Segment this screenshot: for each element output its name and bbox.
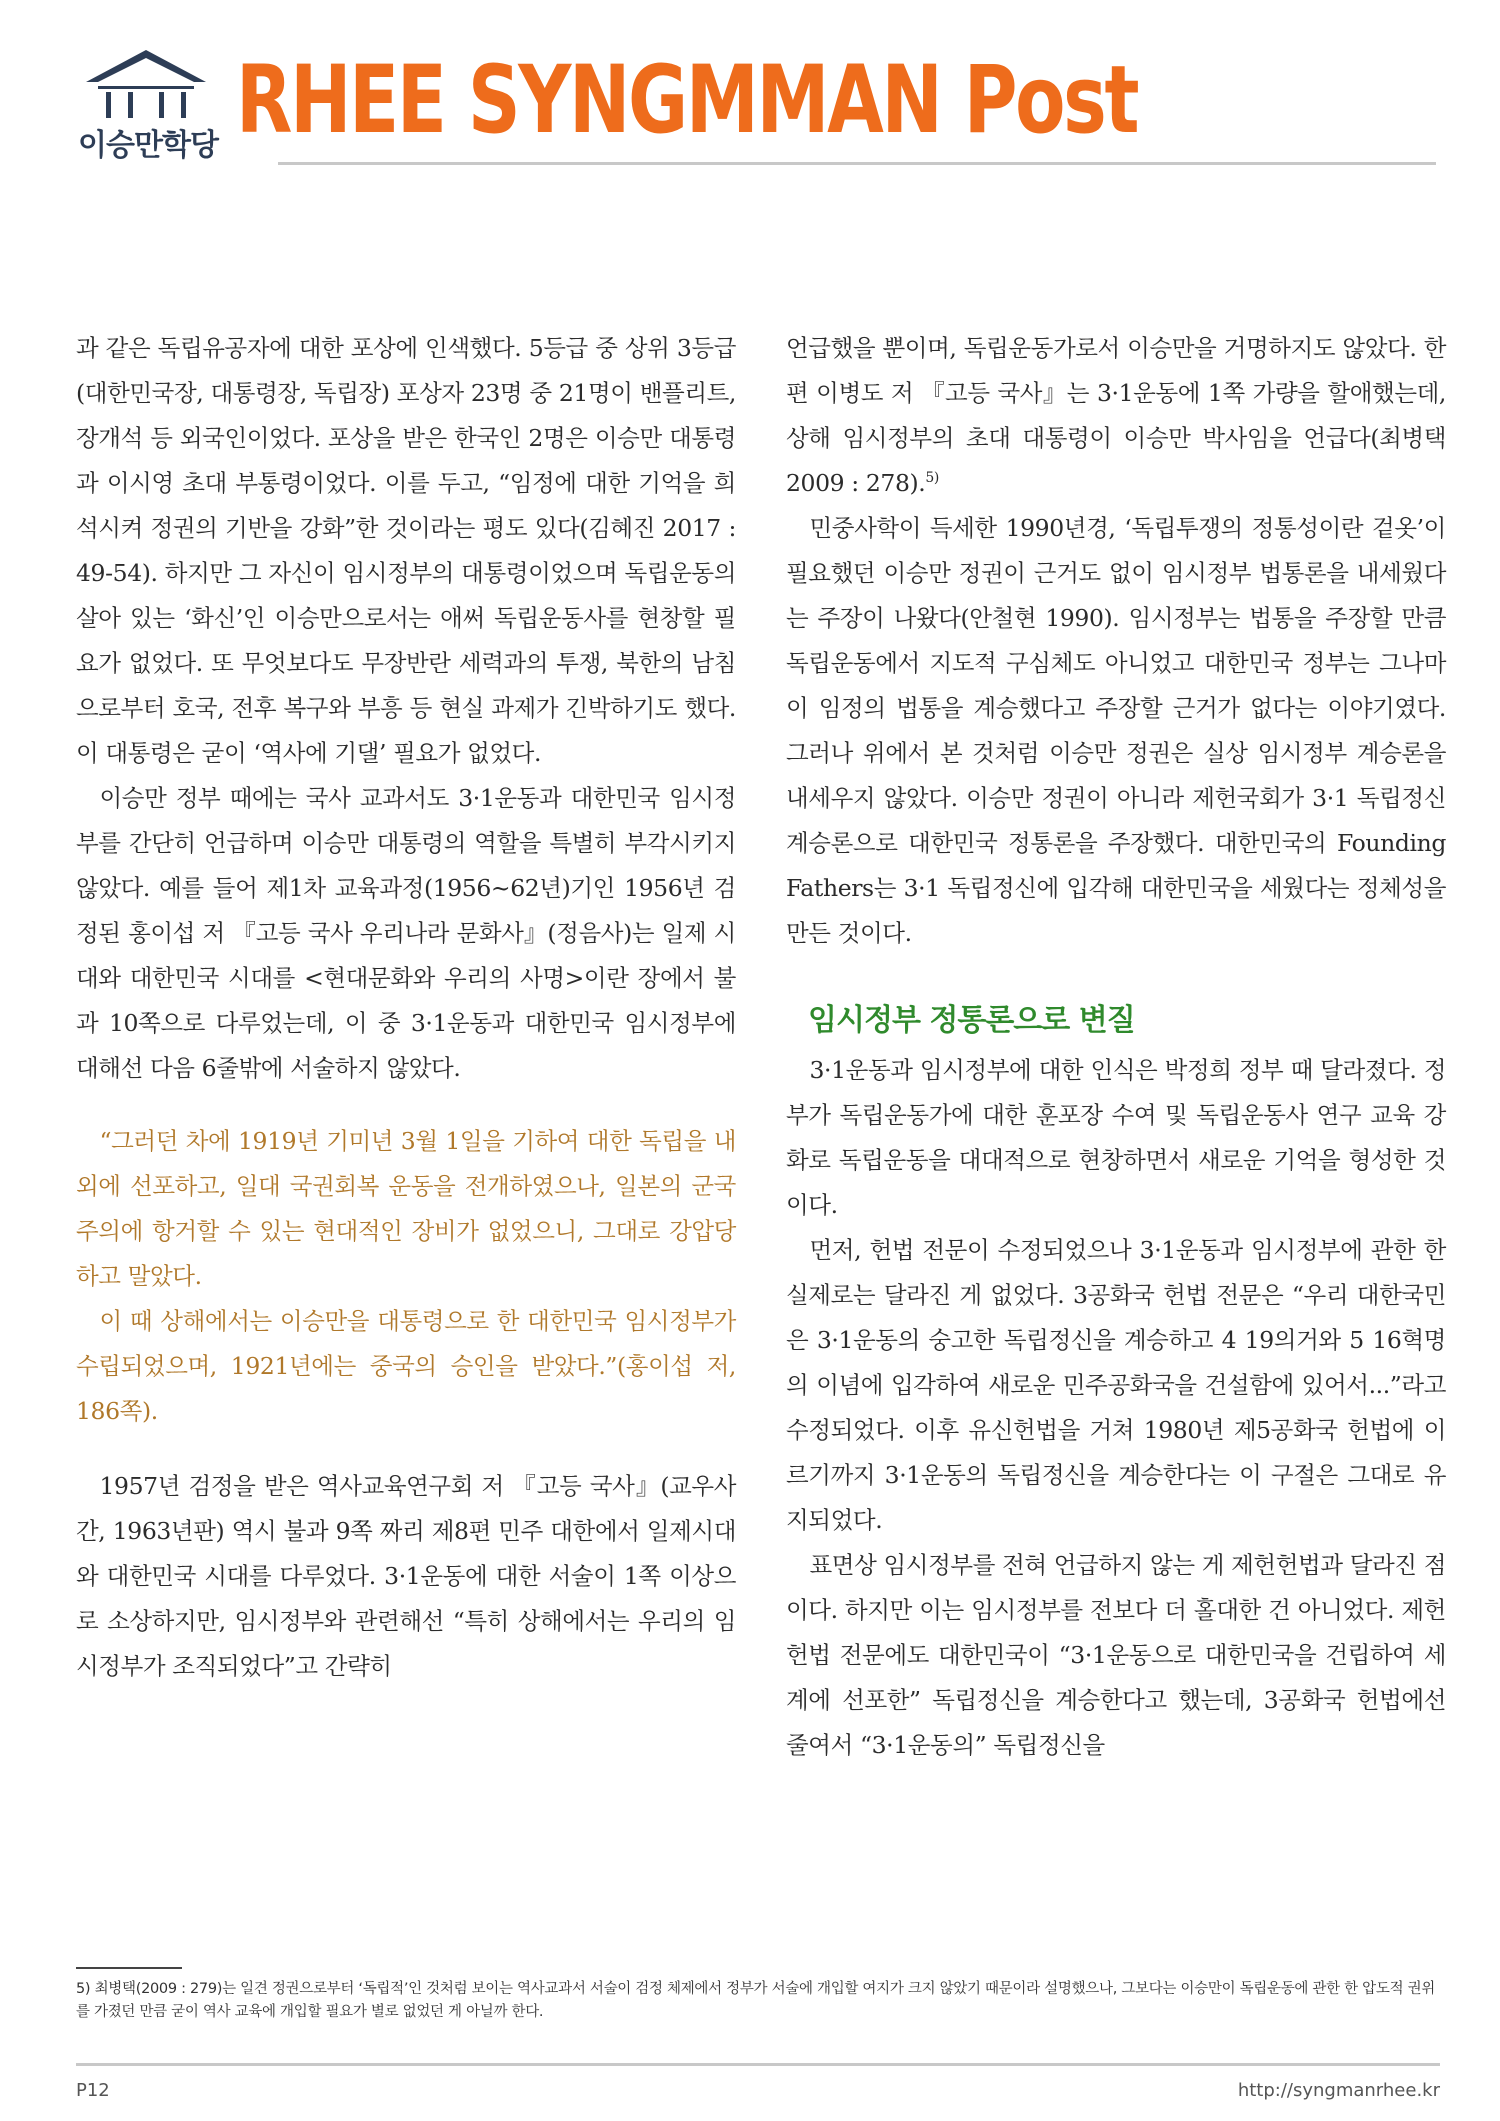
paragraph: 이승만 정부 때에는 국사 교과서도 3·1운동과 대한민국 임시정부를 간단히 언급하며 이승만 대통령의 역할을 특별히 부각시키지 않았다. 예를 들어 제1차 교육과정(1956~62년)기인 1956년 검정된 홍이섭 저 『고등 국사 우리나라 문화사』(정음사)는 일제 시대와 대한민국 시대를 <현대문화와 우리의 사명>이란 장에서 불과 10쪽으로 다루었는데, 이 중 3·1운동과 대한민국 임시정부에 대해선 다음 6줄밖에 서술하지 않았다.: [76, 784, 736, 1082]
footnote-divider: [76, 1967, 182, 1969]
footer-divider: [76, 2063, 1440, 2066]
quote-paragraph: 이 때 상해에서는 이승만을 대통령으로 한 대한민국 임시정부가 수립되었으며, 1921년에는 중국의 승인을 받았다.”(홍이섭 저, 186쪽).: [76, 1307, 736, 1425]
page-header: [68, 44, 1436, 168]
paragraph: 표면상 임시정부를 전혀 언급하지 않는 게 제헌헌법과 달라진 점이다. 하지만 이는 임시정부를 전보다 더 홀대한 건 아니었다. 제헌헌법 전문에도 대한민국이 “3·1운동으로 대한민국을 건립하여 세계에 선포한” 독립정신을 계승한다고 했는데, 3공화국 헌법에선 줄여서 “3·1운동의” 독립정신을: [786, 1551, 1446, 1759]
paragraph: 민중사학이 득세한 1990년경, ‘독립투쟁의 정통성이란 겉옷’이 필요했던 이승만 정권이 근거도 없이 임시정부 법통론을 내세웠다는 주장이 나왔다(안철현 1990). 임시정부는 법통을 주장할 만큼 독립운동에서 지도적 구심체도 아니었고 대한민국 정부는 그나마 이 임정의 법통을 계승했다고 주장할 근거가 없다는 이야기였다. 그러나 위에서 본 것처럼 이승만 정권은 실상 임시정부 계승론을 내세우지 않았다. 이승만 정권이 아니라 제헌국회가 3·1 독립정신 계승론으로 대한민국 정통론을 주장했다. 대한민국의 Founding Fathers는 3·1 독립정신에 입각해 대한민국을 세웠다는 정체성을 만든 것이다.: [786, 514, 1446, 947]
header-divider: [278, 162, 1436, 165]
paragraph: 먼저, 헌법 전문이 수정되었으나 3·1운동과 임시정부에 관한 한 실제로는 달라진 게 없었다. 3공화국 헌법 전문은 “우리 대한국민은 3·1운동의 숭고한 독립정신을 계승하고 4 19의거와 5 16혁명의 이념에 입각하여 새로운 민주공화국을 건설함에 있어서...”라고 수정되었다. 이후 유신헌법을 거쳐 1980년 제5공화국 헌법에 이르기까지 3·1운동의 독립정신을 계승한다는 이 구절은 그대로 유지되었다.: [786, 1236, 1446, 1534]
paragraph: 과 같은 독립유공자에 대한 포상에 인색했다. 5등급 중 상위 3등급(대한민국장, 대통령장, 독립장) 포상자 23명 중 21명이 밴플리트, 장개석 등 외국인이었다. 포상을 받은 한국인 2명은 이승만 대통령과 이시영 초대 부통령이었다. 이를 두고, “임정에 대한 기억을 희석시켜 정권의 기반을 강화”한 것이라는 평도 있다(김혜진 2017 : 49-54). 하지만 그 자신이 임시정부의 대통령이었으며 독립운동의 살아 있는 ‘화신’인 이승만으로서는 애써 독립운동사를 현창할 필요가 없었다. 또 무엇보다도 무장반란 세력과의 투쟁, 북한의 남침으로부터 호국, 전후 복구와 부흥 등 현실 과제가 긴박하기도 했다. 이 대통령은 굳이 ‘역사에 기댈’ 필요가 없었다.: [76, 334, 736, 767]
site-url[interactable]: http://syngmanrhee.kr: [1237, 2080, 1440, 2101]
logo: [68, 44, 228, 164]
footnote-ref: 5): [925, 470, 939, 487]
section-heading: 임시정부 정통론으로 변질: [808, 1003, 1135, 1038]
paragraph: 3·1운동과 임시정부에 대한 인식은 박정희 정부 때 달라졌다. 정부가 독립운동가에 대한 훈포장 수여 및 독립운동사 연구 교육 강화로 독립운동을 대대적으로 현창하면서 새로운 기억을 형성한 것이다.: [786, 1056, 1446, 1219]
paragraph-text: 언급했을 뿐이며, 독립운동가로서 이승만을 거명하지도 않았다. 한편 이병도 저 『고등 국사』는 3·1운동에 1쪽 가량을 할애했는데, 상해 임시정부의 초대 대통령이 이승만 박사임을 언급다(최병택 2009 : 278).: [786, 334, 1446, 497]
paragraph: 1957년 검정을 받은 역사교육연구회 저 『고등 국사』(교우사 간, 1963년판) 역시 불과 9쪽 짜리 제8편 민주 대한에서 일제시대와 대한민국 시대를 다루었다. 3·1운동에 대한 서술이 1쪽 이상으로 소상하지만, 임시정부와 관련해선 “특히 상해에서는 우리의 임시정부가 조직되었다”고 간략히: [76, 1472, 736, 1680]
quote-paragraph: “그러던 차에 1919년 기미년 3월 1일을 기하여 대한 독립을 내외에 선포하고, 일대 국권회복 운동을 전개하였으나, 일본의 군국주의에 항거할 수 있는 현대적인 장비가 없었으니, 그대로 강압당하고 말았다.: [76, 1127, 736, 1290]
right-column: [786, 326, 1446, 1768]
footnote: 5) 최병택(2009 : 279)는 일견 정권으로부터 ‘독립적’인 것처럼 보이는 역사교과서 서술이 검정 체제에서 정부가 서술에 개입할 여지가 크지 않았기 때문이라 설명했으나, 그보다는 이승만이 독립운동에 관한 한 압도적 권위를 가졌던 만큼 굳이 역사 교육에 개입할 필요가 별로 없었던 게 아닐까 한다.: [76, 1981, 1436, 2020]
house-icon: [76, 48, 216, 122]
block-quote: [76, 1119, 736, 1434]
logo-text: 이승만학당: [78, 128, 218, 163]
paragraph: [786, 326, 1446, 506]
masthead-title: RHEE SYNGMMAN Post: [236, 46, 1138, 155]
left-column: [76, 326, 736, 1689]
page-number: P12: [76, 2080, 110, 2101]
